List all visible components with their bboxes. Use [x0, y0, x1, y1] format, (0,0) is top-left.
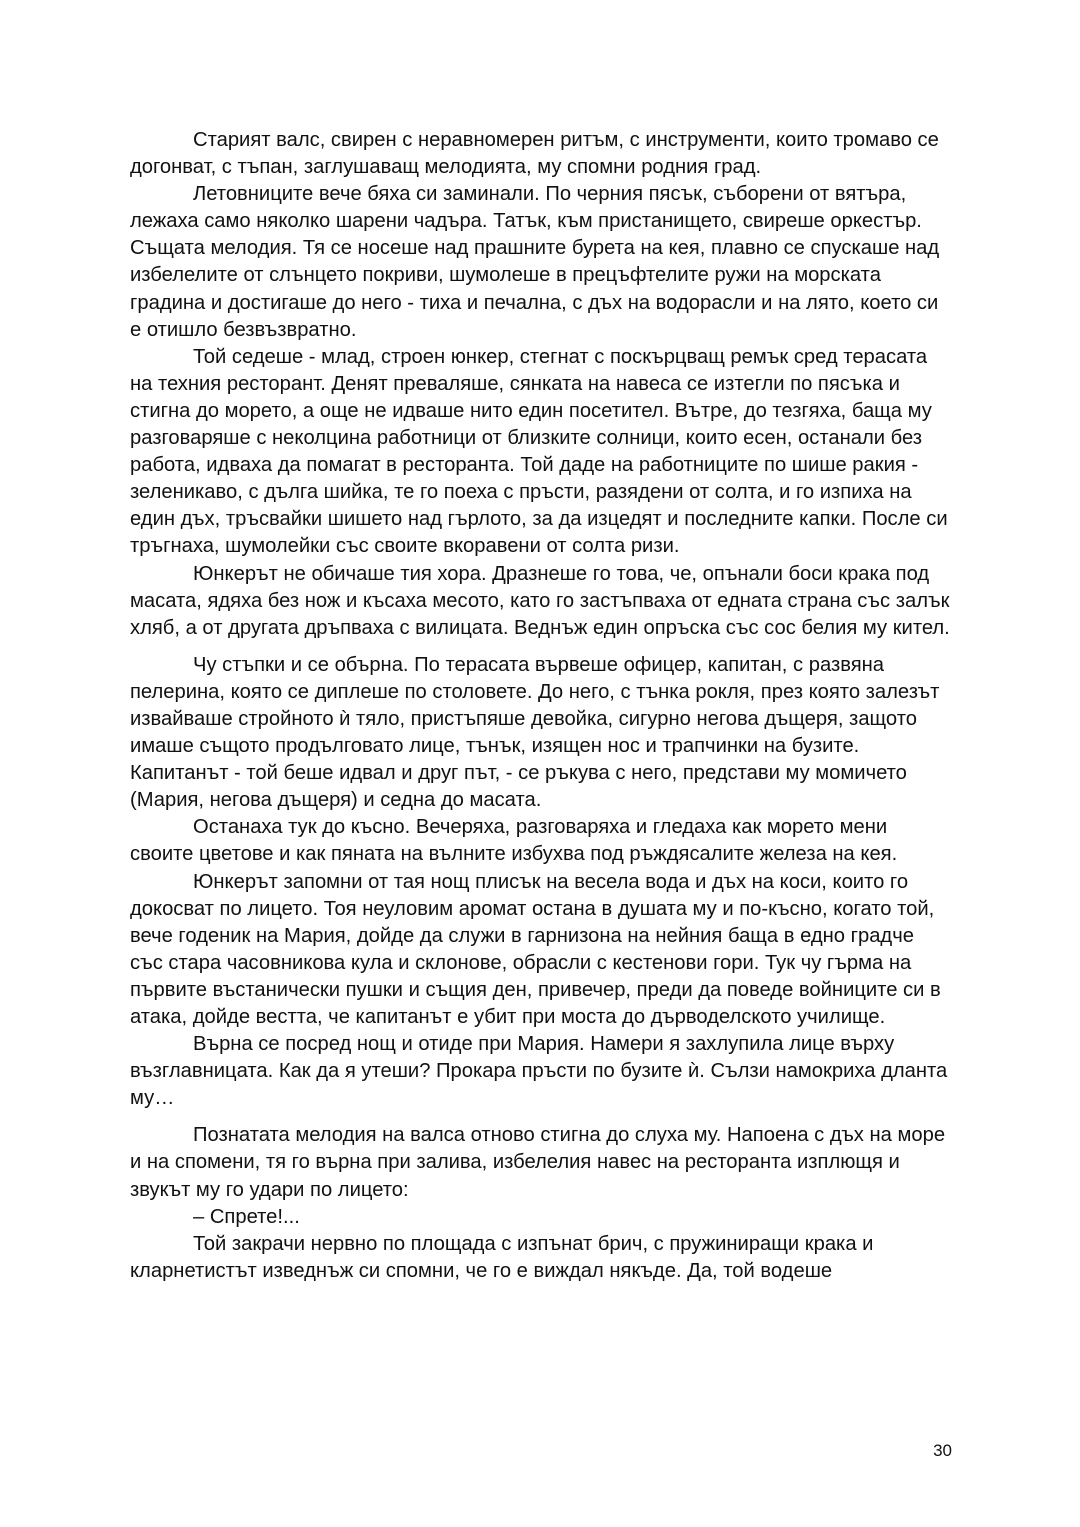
paragraph-7: Юнкерът запомни от тая нощ плисък на весела вода и дъх на коси, които го докосват по лицето. Тоя неуловим аромат остана в душата му и по-късно, когато той, вече годеник на Мария, дойде да служи в гарнизона на нейния баща в едно градче със стара часовникова кула и склонове, обрасли с кестенови гори. Тук чу гърма на първите въстанически пушки и същия ден, привечер, преди да поведе войниците си в атака, дойде вестта, че капитанът е убит при моста до дърводелското училище. [130, 870, 941, 1028]
paragraph-9: Познатата мелодия на валса отново стигна до слуха му. Напоена с дъх на море и на спомени, тя го върна при залива, избелелия навес на ресторанта изплющя и звукът му го удари по лицето: [130, 1124, 946, 1201]
page-number: 30 [933, 1441, 952, 1460]
paragraph-10: – Спрете!... [193, 1205, 300, 1228]
paragraph-3: Той седеше - млад, строен юнкер, стегнат с поскърцващ ремък сред терасата на техния ресторант. Денят преваляше, сянката на навеса се изтегли по пясъка и стигна до морето, а още не идваше нито един посетител. Вътре, до тезгяха, баща му разговаряше с неколцина работници от близките солници, които есен, останали без работа, идваха да помагат в ресторанта. Той даде на работниците по шише ракия - зеленикаво, с дълга шийка, те го поеха с пръсти, разядени от солта, и го изпиха на един дъх, тръсвайки шишето над гърлото, за да изцедят и последните капки. После си тръгнаха, шумолейки със своите вкоравени от солта ризи. [130, 345, 948, 558]
paragraph-8: Върна се посред нощ и отиде при Мария. Намери я захлупила лице върху възглавницата. Как да я утеши? Прокара пръсти по бузите ѝ. Сълзи намокриха дланта му… [130, 1033, 948, 1110]
page-body-text [130, 127, 950, 1285]
paragraph-11: Той закрачи нервно по площада с изпънат брич, с пружиниращи крака и кларнетистът изведнъж си спомни, че го е виждал някъде. Да, той водеше [130, 1232, 874, 1282]
paragraph-6: Останаха тук до късно. Вечеряха, разговаряха и гледаха как морето мени своите цветове и как пяната на вълните избухва под ръждясалите железа на кея. [130, 816, 898, 866]
paragraph-4: Юнкерът не обичаше тия хора. Дразнеше го това, че, опънали боси крака под масата, ядяха без нож и късаха месото, като го застъпваха от едната страна със залък хляб, а от другата дръпваха с вилицата. Веднъж един опръска със сос белия му кител. [130, 562, 950, 639]
paragraph-5: Чу стъпки и се обърна. По терасата вървеше офицер, капитан, с развяна пелерина, която се диплеше по столовете. До него, с тънка рокля, през която залезът извайваше стройното ѝ тяло, пристъпяше девойка, сигурно негова дъщеря, защото имаше същото продълговато лице, тънък, изящен нос и трапчинки на бузите. Капитанът - той беше идвал и друг път, - се ръкува с него, представи му момичето (Мария, негова дъщеря) и седна до масата. [130, 653, 940, 812]
paragraph-1: Старият валс, свирен с неравномерен ритъм, с инструменти, които тромаво се догонват, с тъпан, заглушаващ мелодията, му спомни родния град. [130, 129, 939, 179]
paragraph-2: Летовниците вече бяха си заминали. По черния пясък, съборени от вятъра, лежаха само няколко шарени чадъра. Татък, към пристанището, свиреше оркестър. Същата мелодия. Тя се носеше над прашните бурета на кея, плавно се спускаше над избелелите от слънцето покриви, шумолеше в прецъфтелите ружи на морската градина и достигаше до него - тиха и печална, с дъх на водорасли и на лято, което си е отишло безвъзвратно. [130, 183, 940, 341]
